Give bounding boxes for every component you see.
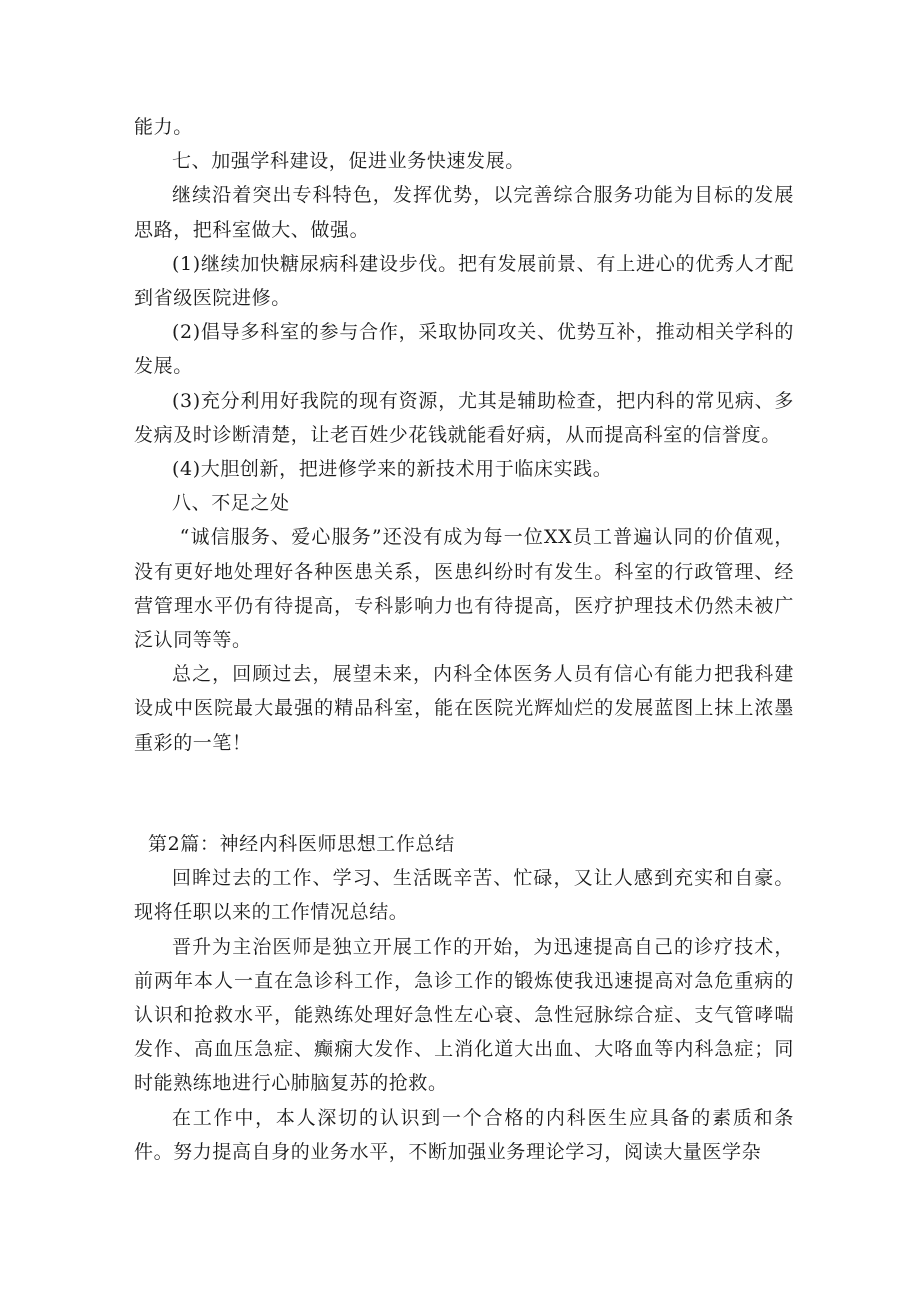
list-item-3: (3)充分利用好我院的现有资源，尤其是辅助检查，把内科的常见病、多发病及时诊断清楚，让老百姓少花钱就能看好病，从而提高科室的信誉度。 bbox=[134, 389, 794, 446]
list-item-2: (2)倡导多科室的参与合作，采取协同攻关、优势互补，推动相关学科的发展。 bbox=[134, 321, 794, 378]
paragraph-shortcomings: “诚信服务、爱心服务”还没有成为每一位XX员工普遍认同的价值观，没有更好地处理好各种医患关系，医患纠纷时有发生。科室的行政管理、经营管理水平仍有待提高，专科影响力也有待提高，医疗护理技术仍然未被广泛认同等等。 bbox=[134, 526, 794, 652]
document-section-2 bbox=[134, 827, 794, 1169]
paragraph-continuation: 能力。 bbox=[134, 116, 193, 138]
paragraph-conclusion: 总之，回顾过去，展望未来，内科全体医务人员有信心有能力把我科建设成中医院最大最强的精品科室，能在医院光辉灿烂的发展蓝图上抹上浓墨重彩的一笔！ bbox=[134, 663, 794, 754]
paragraph: 晋升为主治医师是独立开展工作的开始，为迅速提高自己的诊疗技术，前两年本人一直在急诊科工作，急诊工作的锻炼使我迅速提高对急危重病的认识和抢救水平，能熟练处理好急性左心衰、急性冠脉综合症、支气管哮喘发作、高血压急症、癫痫大发作、上消化道大出血、大咯血等内科急症；同时能熟练地进行心肺脑复苏的抢救。 bbox=[134, 935, 794, 1095]
paragraph: 回眸过去的工作、学习、生活既辛苦、忙碌，又让人感到充实和自豪。现将任职以来的工作情况总结。 bbox=[134, 867, 794, 924]
document-section-1 bbox=[134, 110, 794, 760]
article-heading: 第2篇：神经内科医师思想工作总结 bbox=[148, 833, 455, 855]
list-item-4: (4)大胆创新，把进修学来的新技术用于临床实践。 bbox=[172, 458, 613, 481]
heading-section-seven: 七、加强学科建设，促进业务快速发展。 bbox=[172, 150, 525, 173]
heading-section-eight: 八、不足之处 bbox=[172, 492, 290, 515]
list-item-1: (1)继续加快糖尿病科建设步伐。把有发展前景、有上进心的优秀人才配到省级医院进修。 bbox=[134, 252, 794, 310]
paragraph: 在工作中，本人深切的认识到一个合格的内科医生应具备的素质和条件。努力提高自身的业务水平，不断加强业务理论学习，阅读大量医学杂 bbox=[134, 1106, 794, 1163]
paragraph: 继续沿着突出专科特色，发挥优势，以完善综合服务功能为目标的发展思路，把科室做大、做强。 bbox=[134, 184, 794, 241]
